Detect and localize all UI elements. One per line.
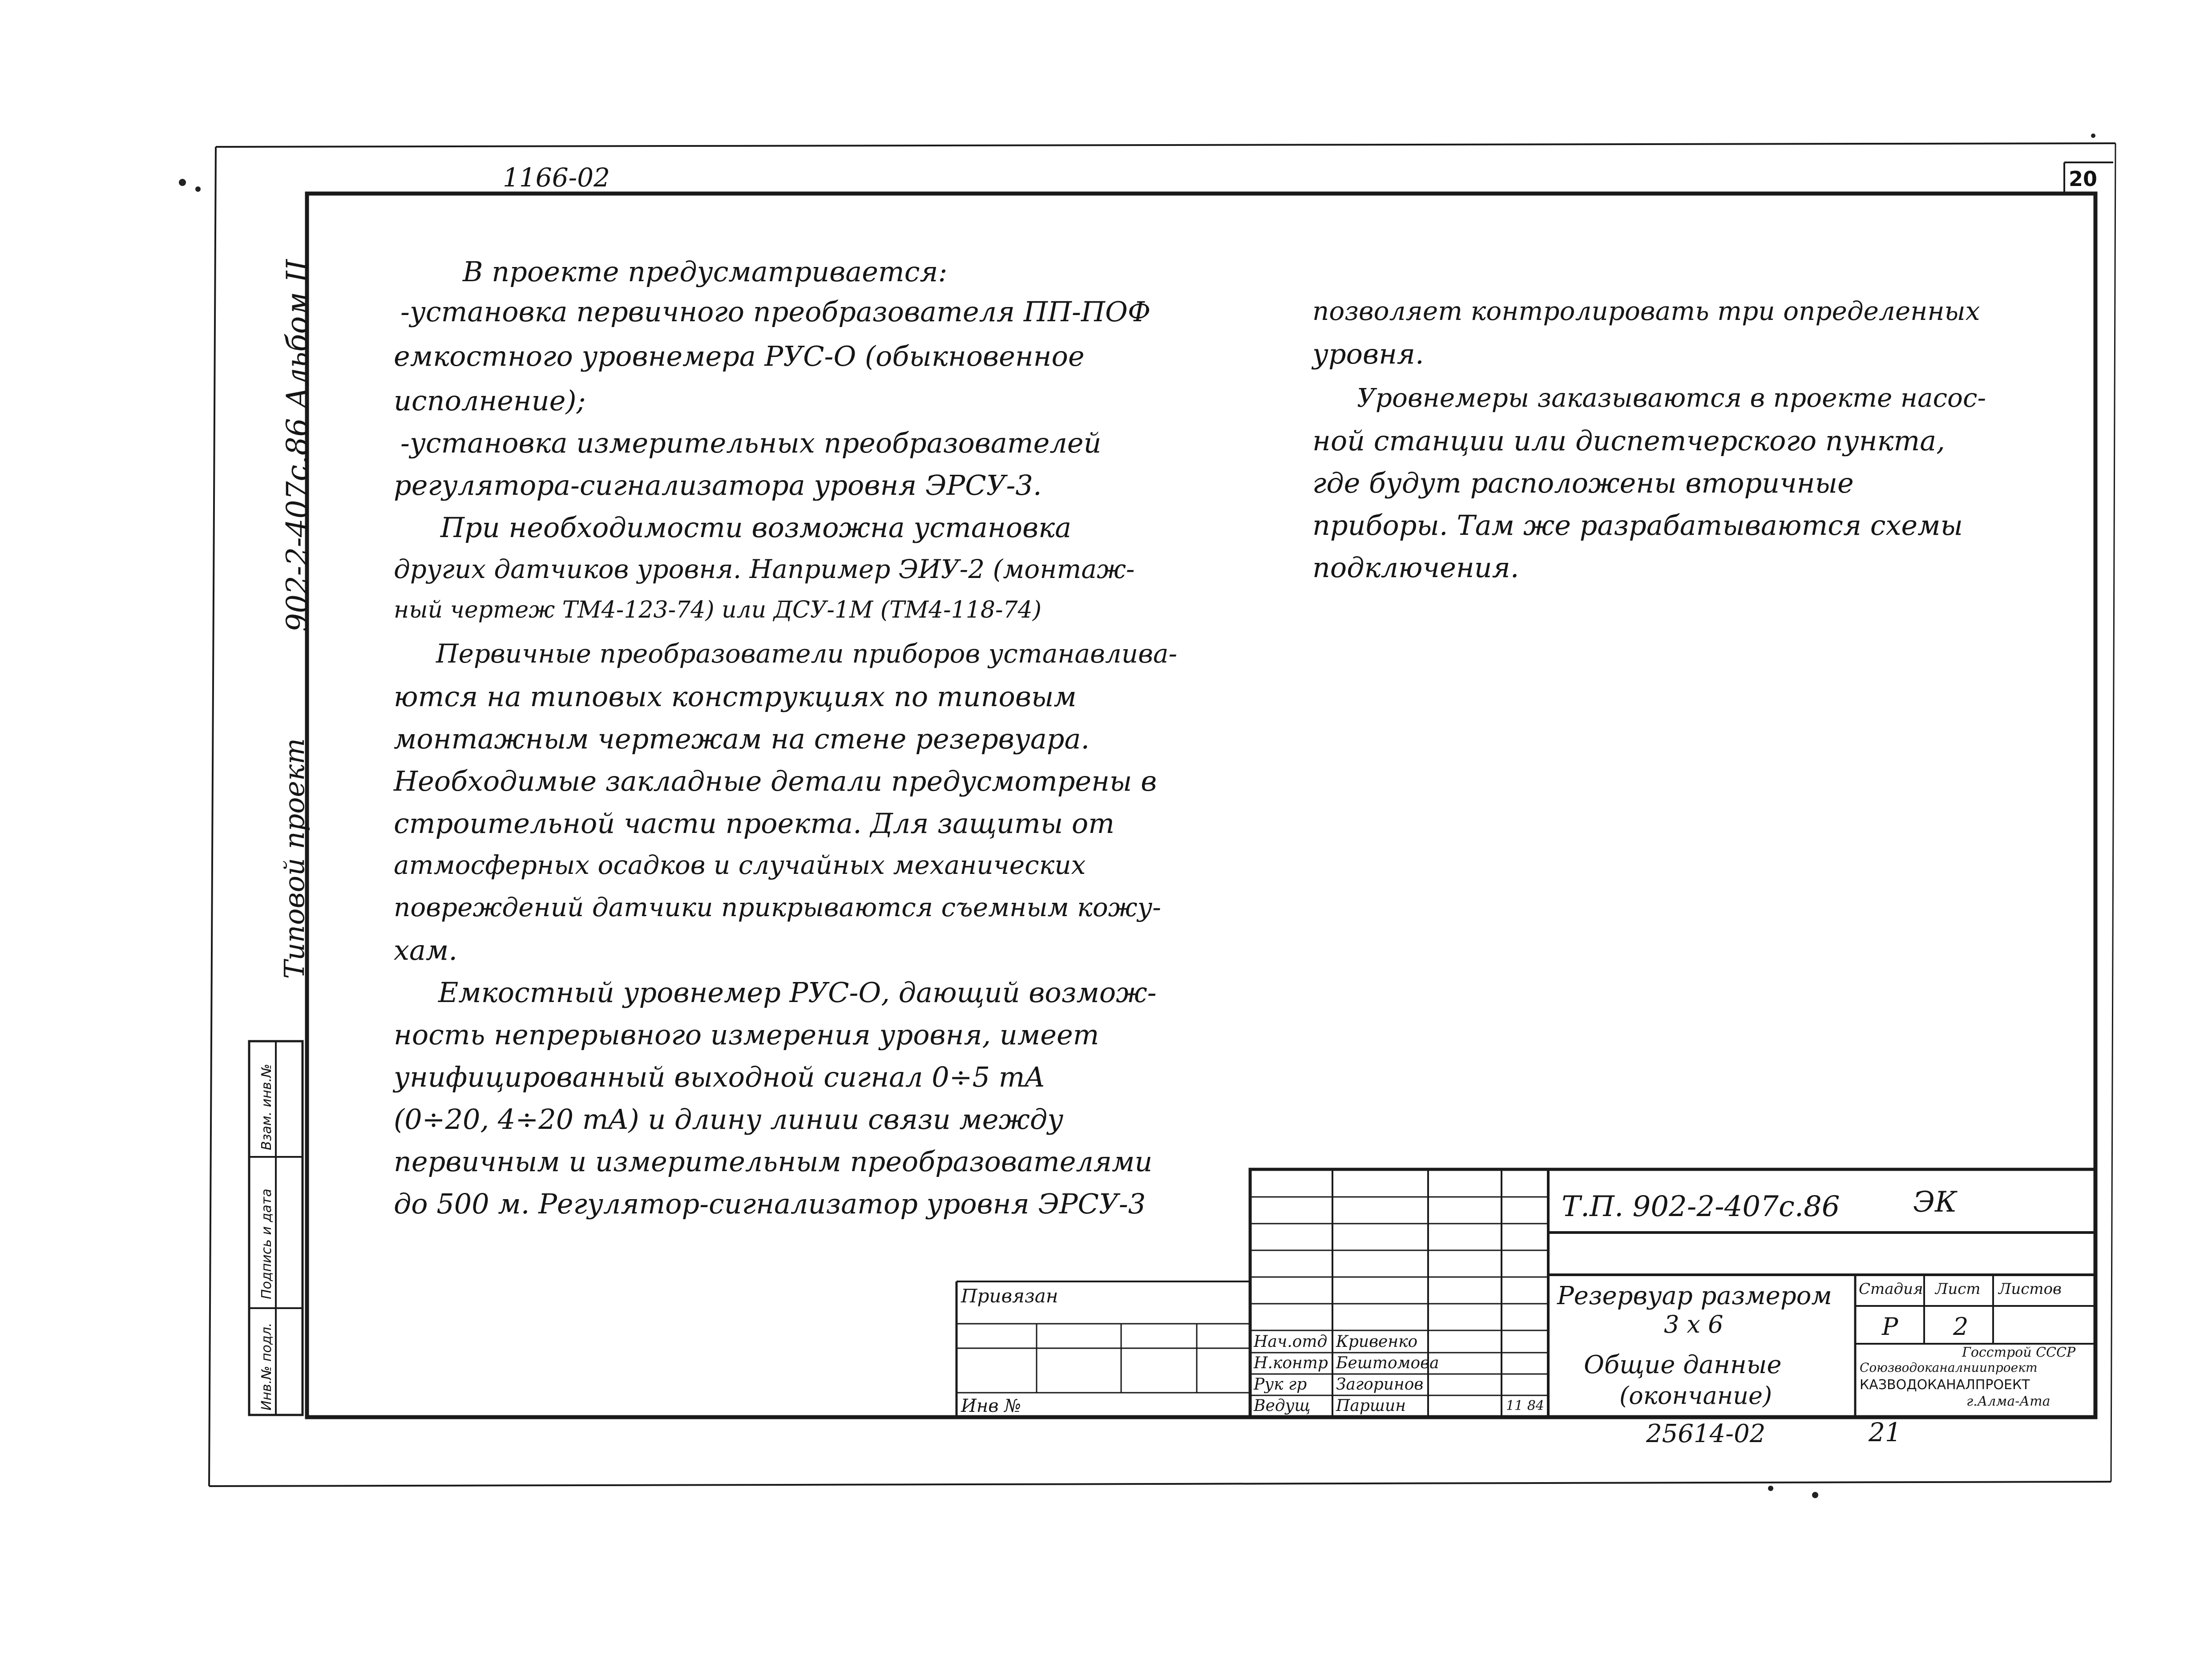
text-line: -установка первичного преобразователя ПП-ПОФ xyxy=(400,295,1151,328)
doc-mark: ЭК xyxy=(1913,1186,1957,1219)
sign-date: 11 84 xyxy=(1506,1398,1544,1414)
text-line: позволяет контролировать три определенных xyxy=(1312,296,1980,326)
text-line: первичным и измерительным преобразователями xyxy=(394,1145,1153,1178)
text-line: регулятора-сигнализатора уровня ЭРСУ-3. xyxy=(394,469,1042,501)
top-code: 1166-02 xyxy=(503,162,610,193)
doc-code: Т.П. 902-2-407с.86 xyxy=(1562,1190,1840,1223)
role-label: Н.контр xyxy=(1254,1354,1328,1372)
stamp-sign-date-label: Подпись и дата xyxy=(259,1188,274,1299)
text-line: емкостного уровнемера РУС-О (обыкновенное xyxy=(394,340,1085,372)
org-line-2: Союзводоканалниипроект xyxy=(1860,1360,2038,1375)
person-name: Загоринов xyxy=(1336,1375,1424,1394)
text-line: приборы. Там же разрабатываются схемы xyxy=(1312,509,1963,542)
text-line: Уровнемеры заказываются в проекте насос- xyxy=(1357,383,1986,413)
text-line: -установка измерительных преобразователей xyxy=(400,427,1102,459)
stage-header: Стадия xyxy=(1859,1280,1923,1298)
side-album-label: 902-2-407с.86 Альбом II xyxy=(280,259,315,632)
stage-value: Р xyxy=(1882,1313,1898,1341)
inv-label: Инв № xyxy=(961,1396,1021,1416)
text-line: При необходимости возможна установка xyxy=(440,511,1072,544)
side-type-label: Типовой проект xyxy=(278,738,311,979)
org-line-1: Госстрой СССР xyxy=(1962,1345,2076,1360)
text-line: Емкостный уровнемер РУС-О, дающий возмож- xyxy=(438,976,1157,1009)
text-line: ной станции или диспетчерского пункта, xyxy=(1312,424,1945,457)
text-line: (0÷20, 4÷20 mA) и длину линии связи между xyxy=(394,1103,1064,1136)
role-label: Ведущ xyxy=(1254,1397,1311,1415)
text-line: уровня. xyxy=(1312,338,1424,370)
text-line: других датчиков уровня. Например ЭИУ-2 (монтаж- xyxy=(394,554,1135,584)
org-line-4: г.Алма-Ата xyxy=(1966,1394,2051,1409)
text-line: унифицированный выходной сигнал 0÷5 mA xyxy=(394,1061,1045,1093)
title-line-3: Общие данные xyxy=(1584,1350,1782,1379)
text-line: монтажным чертежам на стене резервуара. xyxy=(394,723,1090,755)
sheet-value: 2 xyxy=(1953,1313,1969,1341)
stamp-replace-label: Взам. инв.№ xyxy=(259,1063,274,1150)
person-name: Бештомова xyxy=(1336,1354,1439,1372)
text-line: подключения. xyxy=(1312,551,1519,584)
person-name: Кривенко xyxy=(1336,1333,1418,1351)
role-label: Нач.отд xyxy=(1254,1333,1328,1351)
text-line: где будут расположены вторичные xyxy=(1312,467,1854,499)
text-line: ный чертеж ТМ4-123-74) или ДСУ-1М (ТМ4-118-74) xyxy=(394,597,1041,623)
text-line: В проекте предусматривается: xyxy=(463,255,948,288)
sheet-header: Лист xyxy=(1935,1280,1981,1298)
title-line-2: 3 х 6 xyxy=(1664,1310,1724,1338)
org-line-3: КАЗВОДОКАНАЛПРОЕКТ xyxy=(1860,1377,2030,1393)
stamp-inv-label: Инв.№ подл. xyxy=(259,1322,274,1410)
page-number: 21 xyxy=(1869,1417,1901,1447)
text-line: до 500 м. Регулятор-сигнализатор уровня ЭРСУ-3 xyxy=(394,1188,1146,1220)
text-line: ность непрерывного измерения уровня, имеет xyxy=(394,1018,1099,1051)
text-line: повреждений датчики прикрываются съемным кожу- xyxy=(394,892,1161,922)
corner-sheet-number: 20 xyxy=(2069,167,2098,191)
inventory-number: 25614-02 xyxy=(1646,1419,1766,1448)
text-line: Необходимые закладные детали предусмотрены в xyxy=(394,765,1157,797)
bound-label: Привязан xyxy=(961,1285,1058,1307)
text-line: атмосферных осадков и случайных механических xyxy=(394,850,1086,880)
sheets-header: Листов xyxy=(1998,1280,2062,1298)
text-line: ются на типовых конструкциях по типовым xyxy=(394,680,1077,713)
title-line-4: (окончание) xyxy=(1619,1382,1772,1410)
title-line-1: Резервуар размером xyxy=(1557,1281,1832,1310)
text-line: строительной части проекта. Для защиты от xyxy=(394,807,1115,840)
text-line: исполнение); xyxy=(394,384,586,417)
text-line: Первичные преобразователи приборов устанавлива- xyxy=(436,639,1178,669)
role-label: Рук гр xyxy=(1254,1375,1307,1394)
text-line: хам. xyxy=(394,934,458,966)
person-name: Паршин xyxy=(1336,1397,1406,1415)
